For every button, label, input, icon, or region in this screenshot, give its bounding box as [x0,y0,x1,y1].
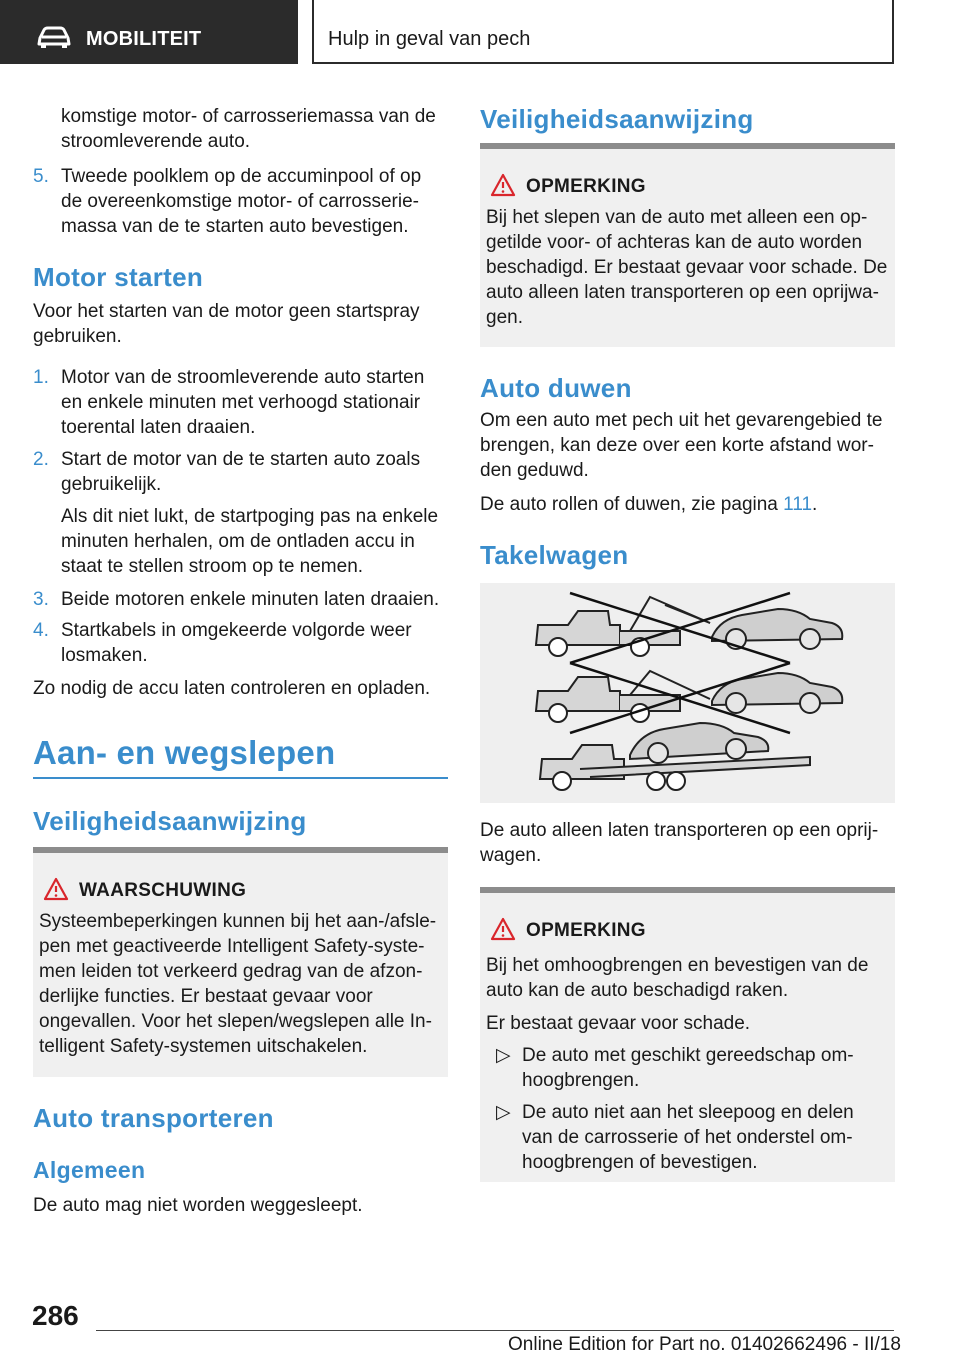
push-text: Om een auto met pech uit het gevarengebied te brengen, kan deze over een korte afstand wor- den geduwd. [480,410,883,481]
main-heading: Aan- en wegslepen [33,734,336,771]
header-chapter-tab [312,0,894,64]
note-label: OPMERKING [526,920,646,941]
note-text: Bij het omhoogbrengen en bevestigen van de auto kan de auto beschadigd raken. [486,955,869,1001]
triangle-bullet-icon: ▷ [496,1102,511,1123]
note-risk: Er bestaat gevaar voor schade. [486,1013,751,1034]
car-icon [36,26,72,50]
safety-heading-left: Veiligheidsaanwijzing [33,806,307,836]
continued-step-text: komstige motor- of carrosseriemassa van de stroomleverende auto. [61,106,436,152]
step-number: 5. [33,166,49,187]
motor-heading: Motor starten [33,262,204,292]
page-number: 286 [32,1300,79,1331]
general-text: De auto mag niet worden weggesleept. [33,1195,363,1216]
tow-truck-figure [480,583,895,803]
warning-label: WAARSCHUWING [79,880,247,901]
note-label: OPMERKING [526,176,646,197]
note-box-1 [480,143,895,347]
motor-outro: Zo nodig de accu laten controleren en opladen. [33,678,431,699]
push-reference: De auto rollen of duwen, zie pagina 111. [480,494,818,515]
triangle-bullet-icon: ▷ [496,1045,511,1066]
edition-text: Online Edition for Part no. 01402662496 - II/18 [508,1334,901,1355]
tow-heading: Takelwagen [480,540,629,570]
motor-intro: Voor het starten van de motor geen startspray gebruiken. [33,301,420,347]
warning-triangle-icon [43,877,69,901]
illustration-caption: De auto alleen laten transporteren op een oprij- wagen. [480,820,879,866]
note-text: Bij het slepen van de auto met alleen een op- getilde voor- of achteras kan de auto worden beschadigd. Er bestaat gevaar voor schade. De auto alleen laten transporteren op een oprijwa- gen. [486,207,888,328]
header-section-tab [0,0,298,64]
warning-triangle-icon [490,917,516,941]
warning-text: Systeembeperkingen kunnen bij het aan-/afsle- pen met geactiveerde Intelligent Safety-syste- men leiden tot verkeerd gedrag van de afzon- derlijke functies. Er bestaat gevaar voor ongevallen. Voor het slepen/wegslepen alle In- telligent Safety-systemen uitschakelen. [39,911,437,1057]
warning-box [33,847,448,1077]
transport-heading: Auto transporteren [33,1103,274,1133]
section-title: MOBILITEIT [86,28,202,50]
page-link[interactable]: 111 [783,494,813,515]
warning-triangle-icon [490,173,516,197]
general-heading: Algemeen [33,1157,146,1183]
safety-heading-right: Veiligheidsaanwijzing [480,104,754,134]
note-box-2: OPMERKING Bij het omhoogbrengen en bevestigen van de auto kan de auto beschadigd raken. Er bestaat gevaar voor schade. ▷ De auto met geschikt gereedschap om- hoogbrengen. ▷ De auto niet aan het sleepoog en delen van de carrosserie of het onderstel om- hoogbrengen of bevestigen. [480,887,895,1182]
push-heading: Auto duwen [480,373,632,403]
towing-illustration [480,583,895,803]
chapter-title: Hulp in geval van pech [328,28,531,50]
footer-rule [96,1330,894,1331]
heading-rule [33,777,448,779]
